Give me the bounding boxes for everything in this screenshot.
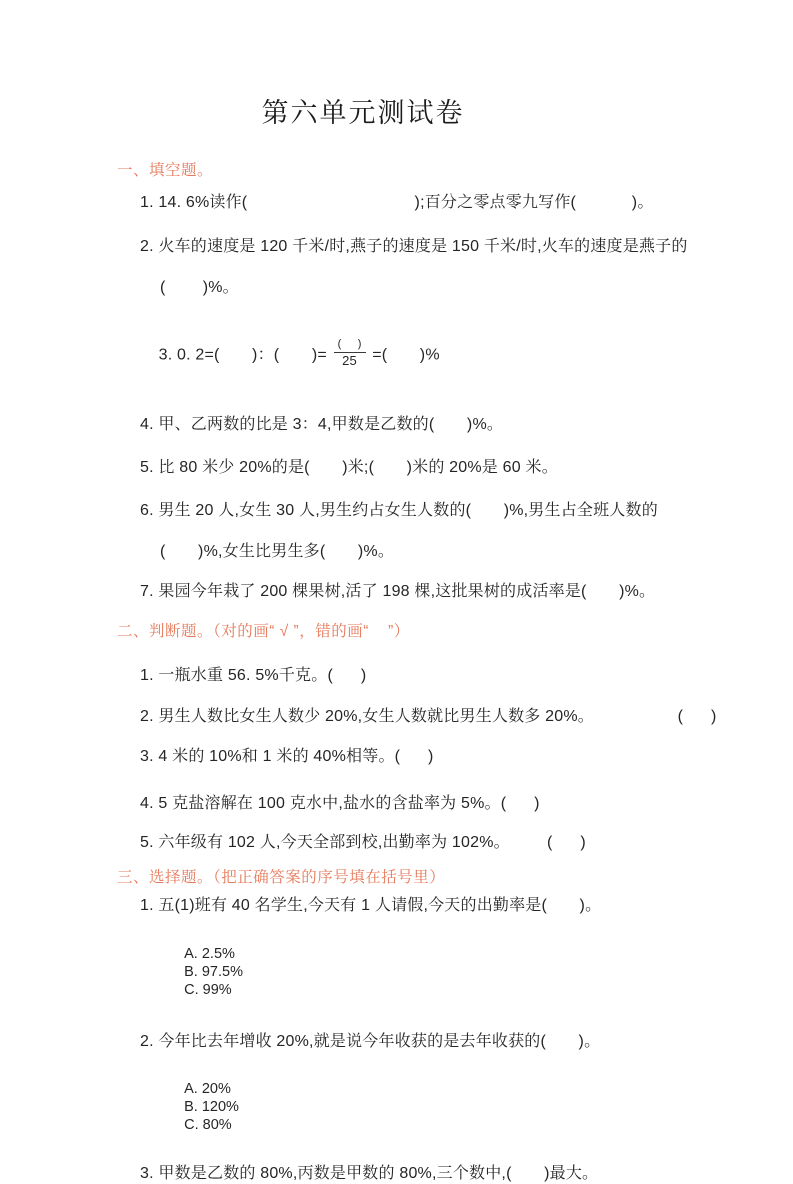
s1-question-4: 4. 甲、乙两数的比是 3：4,甲数是乙数的( )%。 — [140, 416, 504, 434]
s3-question-3: 3. 甲数是乙数的 80%,丙数是甲数的 80%,三个数中,( )最大。 — [140, 1165, 599, 1183]
s1-question-6-line-2: ( )%,女生比男生多( )%。 — [160, 543, 395, 561]
s1-question-1: 1. 14. 6%读作( );百分之零点零九写作( )。 — [140, 194, 654, 211]
option-a: A. 2.5% — [184, 946, 235, 963]
s2-question-1: 1. 一瓶水重 56. 5%千克。( ) — [140, 667, 367, 685]
option-b: B. 97.5% — [184, 964, 243, 981]
s3-question-1: 1. 五(1)班有 40 名学生,今天有 1 人请假,今天的出勤率是( )。 — [140, 897, 602, 915]
s2-question-2: 2. 男生人数比女生人数少 20%,女生人数就比男生人数多 20%。 ( ) — [140, 708, 717, 726]
s1-question-5: 5. 比 80 米少 20%的是( )米;( )米的 20%是 60 米。 — [140, 459, 558, 477]
s1-question-2-line-1: 2. 火车的速度是 120 千米/时,燕子的速度是 150 千米/时,火车的速度是燕子的 — [140, 238, 688, 255]
option-c: C. 99% — [184, 982, 232, 999]
option-a: A. 20% — [184, 1081, 231, 1098]
option-c: C. 80% — [184, 1117, 232, 1134]
fraction-suffix: =( )% — [367, 346, 440, 364]
section-3-header: 三、选择题。（把正确答案的序号填在括号里） — [117, 869, 446, 887]
option-b: B. 120% — [184, 1099, 239, 1116]
s1-question-2-line-2: ( )%。 — [160, 279, 239, 296]
s3-question-1-options — [168, 927, 793, 1017]
section-2-header: 二、判断题。（对的画“ √ ”，错的画“ ”） — [117, 623, 410, 641]
s1-question-3 — [140, 320, 793, 390]
s1-question-6-line-1: 6. 男生 20 人,女生 30 人,男生约占女生人数的( )%,男生占全班人数的 — [140, 502, 658, 520]
page-title: 第六单元测试卷 — [261, 98, 465, 129]
title-container — [0, 0, 726, 131]
fraction-denominator: 25 — [342, 352, 357, 368]
s2-question-3: 3. 4 米的 10%和 1 米的 40%相等。( ) — [140, 748, 434, 766]
s3-question-2: 2. 今年比去年增收 20%,就是说今年收获的是去年收获的( )。 — [140, 1033, 601, 1051]
section-1-header: 一、填空题。 — [117, 162, 214, 179]
fraction-prefix: 3. 0. 2=( )：( )= — [158, 346, 332, 364]
s2-question-5: 5. 六年级有 102 人,今天全部到校,出勤率为 102%。 ( ) — [140, 834, 586, 852]
s3-question-2-options — [168, 1062, 793, 1152]
s1-question-7: 7. 果园今年栽了 200 棵果树,活了 198 棵,这批果树的成活率是( )%。 — [140, 583, 656, 601]
s2-question-4: 4. 5 克盐溶解在 100 克水中,盐水的含盐率为 5%。( ) — [140, 795, 540, 813]
fraction — [334, 339, 366, 367]
fraction-numerator: ( ) — [334, 339, 366, 353]
